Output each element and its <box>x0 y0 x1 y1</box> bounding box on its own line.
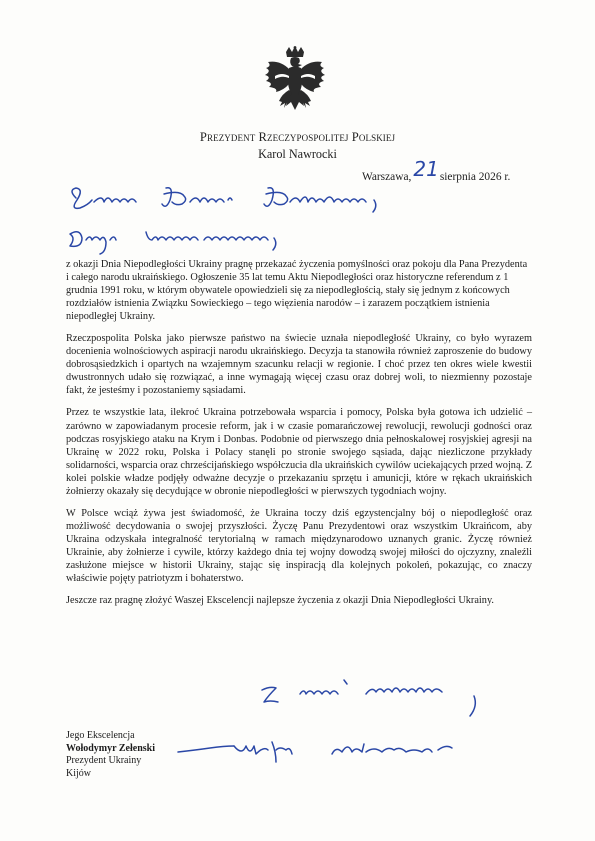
place: Warszawa, <box>362 171 412 183</box>
handwritten-signature <box>176 728 476 772</box>
handwritten-closing <box>256 660 496 730</box>
white-eagle-emblem-icon <box>262 46 328 124</box>
letterhead-title: Prezydent Rzeczypospolitej Polskiej <box>199 130 396 144</box>
letterhead-name: Karol Nawrocki <box>258 147 337 161</box>
body-paragraph-3: Przez te wszystkie lata, ilekroć Ukraina potrzebowała wsparcia i pomocy, Polska była gotowa ich udzielić – zarówno w zapowiadanym procesie reform, jak i w czasie pomarańczowej rewolucji, rewolucji godności oraz podczas rosyjskiego ataku na Krym i Donbas. Podobnie od pierwszego dnia pełnoskalowej rosyjskiej agresji na Ukrainę w 2022 roku, Polska i Polacy stanęli po stronie swojego sąsiada, dając niezliczone przykłady solidarności, wsparcia oraz chrześcijańskiego współczucia dla ukraińskich cywilów uciekających przed wojną. Z kolei polskie władze podjęły odważne decyzje o przekazaniu sprzętu i amunicji, które w rękach ukraińskich żołnierzy okazały się decydujące w obronie niepodległości w pierwszych tygodniach wojny. <box>66 407 532 497</box>
body-paragraph-2: Rzeczpospolita Polska jako pierwsze państwo na świecie uznała niepodległość Ukrainy, co było wyrazem docenienia wolnościowych aspiracji narodu ukraińskiego. Decyzja ta stanowiła również zaproszenie do budowy dobrosąsiedzkich i opartych na wzajemnym szacunku relacji w regionie. I choć przez ten okres wiele kwestii dwustronnych udało się rozwiązać, a inne wymagają więcej czasu oraz dobrej woli, to niezmienny pozostaje fakt, że jesteśmy i pozostaniemy sąsiadami. <box>66 333 532 397</box>
body-paragraph-5: Jeszcze raz pragnę złożyć Waszej Ekscelencji najlepsze życzenia z okazji Dnia Niepodległości Ukrainy. <box>66 595 494 607</box>
handwritten-day: 21 <box>413 157 439 181</box>
date-rest: sierpnia 2026 r. <box>439 171 511 183</box>
body-paragraph-4: W Polsce wciąż żywa jest świadomość, że Ukraina toczy dziś egzystencjalny bój o niepodległość oraz możliwość decydowania o swojej przyszłości. Życzę Panu Prezydentowi oraz wszystkim Ukraińcom, aby Ukraina odzyskała integralność terytorialną w ramach międzynarodowo uznanych granic. Życzę również Ukrainie, aby żołnierze i cywile, którzy każdego dnia tej wojny dowodzą swojej miłości do ojczyzny, znaleźli zasłużone miejsce w historii Ukrainy, stając się inspiracją dla kolejnych pokoleń, pokazując, co znaczy właściwie pojęty patriotyzm i bohaterstwo. <box>66 507 532 585</box>
recipient-block <box>66 730 155 780</box>
letter-body <box>66 258 532 616</box>
recipient-name: Wołodymyr Zełenski <box>66 742 155 754</box>
recipient-title: Jego Ekscelencja <box>66 730 135 741</box>
recipient-city: Kijów <box>66 767 91 779</box>
body-paragraph-1: z okazji Dnia Niepodległości Ukrainy pragnę przekazać życzenia pomyślności oraz pokoju dla Pana Prezydenta i całego narodu ukraińskiego. Ogłoszenie 35 lat temu Aktu Niepodległości oraz historyczne referendum z 1 grudnia 1991 roku, w którym obywatele opowiedzieli się za niepodległością, stały się jednym z końcowych rozdziałów istnienia Związku Sowieckiego – tego więzienia narodów – i zarazem początkiem istnienia niepodległej Ukrainy. <box>66 259 528 323</box>
recipient-office: Prezydent Ukrainy <box>66 755 142 767</box>
